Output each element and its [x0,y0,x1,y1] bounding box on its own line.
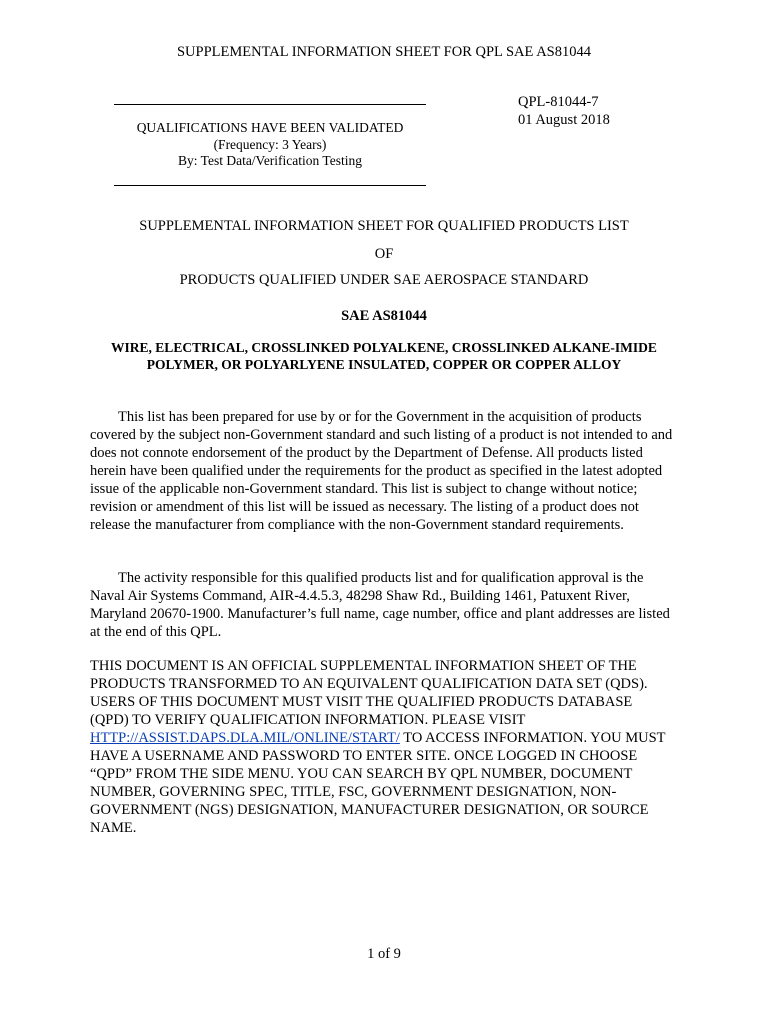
paragraph-activity: The activity responsible for this qualified products list and for qualification approval is the Naval Air Systems Command, AIR-4.4.5.3, 48298 Shaw Rd., Building 1461, Patuxent River, Maryland 20670-1900. Manufacturer’s full name, cage number, office and plant addresses are listed at the end of this QPL. [90,570,670,640]
validation-line-3: By: Test Data/Verification Testing [178,153,362,168]
heading-line-3: PRODUCTS QUALIFIED UNDER SAE AEROSPACE STANDARD [179,272,589,288]
bottom-divider [114,185,426,186]
page-header-title: SUPPLEMENTAL INFORMATION SHEET FOR QPL SAE AS81044 [176,44,591,60]
paragraph-official-notice [90,657,674,837]
validation-line-2: (Frequency: 3 Years) [213,136,327,152]
subject-title [90,339,678,373]
document-info [518,93,610,129]
qpl-number: QPL-81044-7 [518,94,599,110]
heading-line-1: SUPPLEMENTAL INFORMATION SHEET FOR QUALIFIED PRODUCTS LIST [139,218,629,234]
page-number: 1 of 9 [367,946,401,962]
standard-title: SAE AS81044 [341,308,427,324]
paragraph-disclaimer: This list has been prepared for use by or for the Government in the acquisition of products covered by the subject non-Government standard and such listing of a product is not intended to and does not connote endorsement of the product by the Department of Defense. All products listed herein have been qualified under the requirements for the product as specified in the latest adopted issue of the applicable non-Government standard. This list is subject to change without notice; revision or amendment of this list will be issued as necessary. The listing of a product does not release the manufacturer from compliance with the non-Government standard requirements. [90,409,673,533]
validation-statement [114,120,426,170]
top-divider [114,104,426,105]
assist-link[interactable]: HTTP://ASSIST.DAPS.DLA.MIL/ONLINE/START/ [90,730,400,746]
subject-line-1: WIRE, ELECTRICAL, CROSSLINKED POLYALKENE, CROSSLINKED ALKANE-IMIDE [111,340,657,355]
document-date: 01 August 2018 [518,112,610,128]
validation-line-1: QUALIFICATIONS HAVE BEEN VALIDATED [136,120,404,135]
subject-line-2: POLYMER, OR POLYARLYENE INSULATED, COPPER OR COPPER ALLOY [146,357,622,372]
notice-text-before-link: THIS DOCUMENT IS AN OFFICIAL SUPPLEMENTAL INFORMATION SHEET OF THE PRODUCTS TRANSFORMED TO AN EQUIVALENT QUALIFICATION DATA SET (QDS). USERS OF THIS DOCUMENT MUST VISIT THE QUALIFIED PRODUCTS DATABASE (QPD) TO VERIFY QUALIFICATION INFORMATION. PLEASE VISIT [90,658,648,728]
heading-line-2: OF [374,246,394,262]
notice-text-after-link: TO ACCESS INFORMATION. YOU MUST HAVE A USERNAME AND PASSWORD TO ENTER SITE. ONCE LOGGED IN CHOOSE “QPD” FROM THE SIDE MENU. YOU CAN SEARCH BY QPL NUMBER, DOCUMENT NUMBER, GOVERNING SPEC, TITLE, FSC, GOVERNMENT DESIGNATION, NON-GOVERNMENT (NGS) DESIGNATION, MANUFACTURER DESIGNATION, OR SOURCE NAME. [90,730,666,836]
